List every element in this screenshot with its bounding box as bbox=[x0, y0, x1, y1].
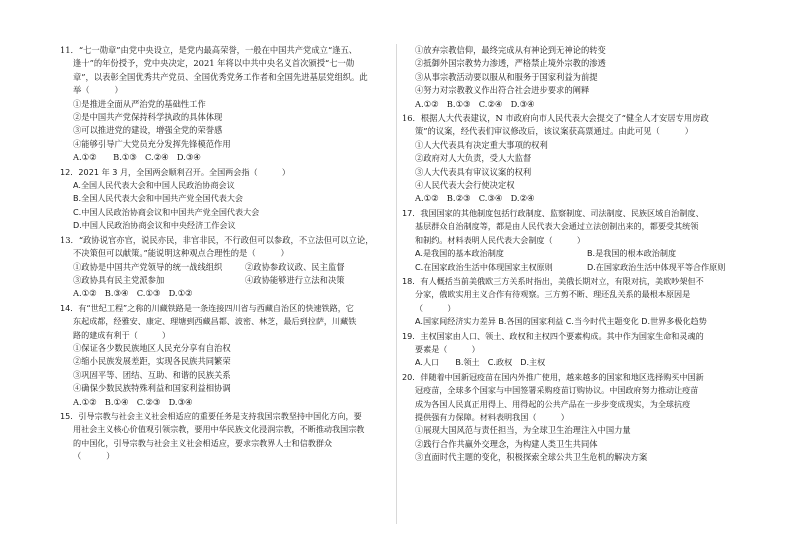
question-stem-line: 的中国化，引导宗教与社会主义社会相适应，要求宗教界人士和信教群众 bbox=[73, 437, 333, 448]
option-line: ③可以推进党的建设，增强全党的荣誉感 bbox=[73, 125, 223, 136]
question-stem-line: 不决策但可以献策。”能说明这种观点合理性的是（ ） bbox=[73, 248, 289, 259]
question-stem-line: 18．有人概括当前美俄欧三方关系时指出，美俄长期对立，有限对抗，美欧吵架但不 bbox=[402, 275, 704, 286]
question-stem-line: 基层群众自治制度等，都是由人民代表大会通过立法创制出来的，都要受其统领 bbox=[415, 221, 699, 232]
question-stem-line: 分家，俄欧实用主义合作有待观察。三方剪不断、理还乱关系的最根本原因是 bbox=[415, 289, 691, 300]
option-line: C.中国人民政治协商会议和中国共产党全国代表大会 bbox=[73, 206, 260, 217]
answer-choices: A.①② B.①④ C.②③ D.③④ bbox=[73, 396, 193, 407]
question-stem-line: 东起成都，经雅安、康定、理塘到西藏昌都、波密、林芝，最后到拉萨，川藏铁 bbox=[73, 316, 357, 327]
answer-choices: A.①② B.②③ C.③④ D.②④ bbox=[415, 193, 535, 204]
option-line: ④人民代表大会行使决定权 bbox=[415, 180, 515, 191]
option-line: ①展现大国风范与责任担当，为全球卫生治理注入中国力量 bbox=[415, 425, 631, 436]
question-stem-line: 举（ ） bbox=[73, 85, 123, 96]
answer-choices: A.人口 B.领土 C.政权 D.主权 bbox=[415, 357, 546, 368]
option-line: D.中国人民政治协商会议和中央经济工作会议 bbox=[73, 220, 236, 231]
question-stem-line: 13．“政协说官亦官，说民亦民，非官非民，不行政但可以参政，不立法但可以立论， bbox=[60, 234, 374, 245]
question-stem-line: 11．“七一勋章”由党中央设立，是党内最高荣誉，一般在中国共产党成立“逢五、 bbox=[60, 45, 358, 55]
option-line: A.国家间经济实力差异 B.各国的国家利益 C.当今时代主题变化 D.世界多极化趋势 bbox=[415, 316, 707, 327]
option-item: C.在国家政治生活中体现国家主权原则 bbox=[415, 261, 553, 272]
option-line: ③人大代表具有审议议案的权利 bbox=[415, 166, 532, 177]
question-17 bbox=[402, 207, 738, 274]
option-line: A.全国人民代表大会和中国人民政治协商会议 bbox=[73, 180, 235, 191]
right-column bbox=[402, 44, 738, 465]
question-11 bbox=[60, 44, 390, 165]
question-16 bbox=[402, 112, 738, 206]
question-stem-line: （ ） bbox=[415, 302, 456, 313]
question-19 bbox=[402, 330, 738, 370]
question-stem-line: 成为各国人民真正用得上、用得起的公共产品在一步步变成现实，为全球抗疫 bbox=[415, 398, 691, 409]
option-line: ①是推进全面从严治党的基础性工作 bbox=[73, 98, 206, 109]
question-stem-line: 路的建成有利于（ ） bbox=[73, 329, 171, 340]
option-line: ②抵御外国宗教势力渗透，严格禁止境外宗教的渗透 bbox=[415, 58, 606, 69]
question-stem-line: 用社会主义核心价值观引领宗教，要用中华民族文化浸润宗教，不断推动我国宗教 bbox=[73, 424, 365, 435]
question-stem-line: 策”的议案，经代表们审议修改后，该议案获高票通过。由此可见（ ） bbox=[415, 126, 694, 137]
question-stem-line: 20．伴随着中国新冠疫苗在国内外推广使用，越来越多的国家和地区选择购买中国新 bbox=[402, 371, 704, 382]
option-item: ①政协是中国共产党领导的统一战线组织 bbox=[73, 261, 223, 272]
option-line: ④确保少数民族特殊利益和国家利益相协调 bbox=[73, 383, 231, 394]
question-stem-line: （ ） bbox=[73, 451, 115, 462]
option-line: ①放弃宗教信仰，最终完成从有神论到无神论的转变 bbox=[415, 45, 606, 55]
option-line: ④努力对宗教教义作出符合社会进步要求的阐释 bbox=[415, 85, 590, 96]
option-item: D.在国家政治生活中体现平等合作原则 bbox=[587, 261, 726, 272]
option-line: ④能够引导广大党员充分发挥先锋模范作用 bbox=[73, 138, 231, 149]
question-13 bbox=[60, 234, 390, 301]
option-line: ③从事宗教活动要以服从和服务于国家利益为前提 bbox=[415, 71, 598, 82]
option-item: ③政协具有民主党派参加 bbox=[73, 274, 165, 285]
question-15-continued bbox=[402, 44, 738, 111]
question-14 bbox=[60, 302, 390, 409]
option-item: ②政协参政议政、民主监督 bbox=[245, 261, 345, 272]
option-item: A.是我国的基本政治制度 bbox=[415, 248, 504, 259]
option-line: ③直面时代主题的变化，积极探索全球公共卫生危机的解决方案 bbox=[415, 452, 648, 463]
option-item: B.是我国的根本政治制度 bbox=[587, 248, 677, 259]
left-column bbox=[60, 44, 390, 464]
question-stem-line: 12．2021 年 3 月，全国两会顺利召开。全国两会指（ ） bbox=[60, 166, 290, 177]
answer-choices: A.①② B.③④ C.①③ D.①② bbox=[73, 288, 193, 299]
option-line: ②政府对人大负责，受人大监督 bbox=[415, 153, 532, 164]
option-row bbox=[60, 274, 390, 287]
question-20 bbox=[402, 371, 738, 465]
question-stem-line: 和制约。材料表明人民代表大会制度（ ） bbox=[415, 234, 585, 245]
answer-choices: A.①② B.①③ C.②④ D.③④ bbox=[415, 98, 535, 109]
question-18 bbox=[402, 275, 738, 329]
option-row bbox=[60, 261, 390, 274]
option-line: ③巩固平等、团结、互助、和谐的民族关系 bbox=[73, 369, 231, 380]
option-line: B.全国人民代表大会和中国共产党全国代表大会 bbox=[73, 193, 244, 204]
option-line: ②缩小民族发展差距，实现各民族共同繁荣 bbox=[73, 356, 231, 367]
option-row bbox=[402, 247, 738, 260]
option-row bbox=[402, 261, 738, 274]
question-stem-line: 19．主权国家由人口、领土、政权和主权四个要素构成。其中作为国家生命和灵魂的 bbox=[402, 330, 704, 341]
question-stem-line: 要素是（ ） bbox=[415, 343, 480, 354]
question-stem-line: 14．有“世纪工程”之称的川藏铁路是一条连接四川省与西藏自治区的快速铁路，它 bbox=[60, 302, 354, 313]
question-stem-line: 冠疫苗，全球多个国家与中国签署采购疫苗订购协议。中国政府努力推动让疫苗 bbox=[415, 385, 699, 396]
question-15 bbox=[60, 410, 390, 464]
question-stem-line: 提供强有力保障。材料表明我国（ ） bbox=[415, 411, 569, 422]
question-12 bbox=[60, 166, 390, 233]
question-stem-line: 16．根据人大代表建议，N 市政府向市人民代表大会提交了“健全人才安居专用房政 bbox=[402, 113, 709, 124]
option-item: ④政协能够进行立法和决策 bbox=[245, 274, 345, 285]
option-line: ①人大代表具有决定重大事项的权利 bbox=[415, 139, 548, 150]
option-line: ②是中国共产党保持科学执政的具体体现 bbox=[73, 112, 223, 123]
option-line: ①保证各少数民族地区人民充分享有自治权 bbox=[73, 342, 231, 353]
column-divider bbox=[396, 44, 397, 524]
answer-choices: A.①② B.①③ C.②④ D.③④ bbox=[73, 152, 201, 163]
option-line: ②践行合作共赢外交理念，为构建人类卫生共同体 bbox=[415, 438, 598, 449]
question-stem-line: 章”，以表彰全国优秀共产党员、全国优秀党务工作者和全国先进基层党组织。此 bbox=[73, 71, 368, 82]
question-stem-line: 15．引导宗教与社会主义社会相适应的重要任务是支持我国宗教坚持中国化方向，要 bbox=[60, 410, 362, 421]
question-stem-line: 17．我国国家的其他制度包括行政制度、监察制度、司法制度、民族区域自治制度、 bbox=[402, 207, 704, 218]
question-stem-line: 逢十”的年份授予，党中央决定，2021 年将以中共中央名义首次颁授“七一勋 bbox=[73, 58, 355, 69]
